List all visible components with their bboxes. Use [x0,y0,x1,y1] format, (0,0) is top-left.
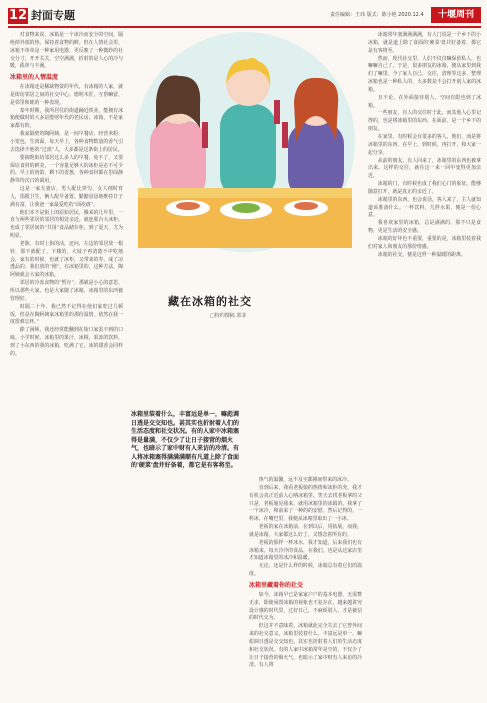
article-title: 藏在冰箱的社交 [168,295,252,308]
paragraph: 邻居的冷冻食物的“暂存”，那就是小心的意思，所以那些大家，也是大家随了冰箱，冰箱里的东西被管理好。 [10,280,123,302]
illustration [128,32,362,286]
paragraph: 冰箱里的东西，也会说话。客人来了，主人就知道该准备什么。一杯饮料，几样水果，便是一份心意。 [368,196,481,219]
paragraph: 老板的那样一杯冰水，我才知道，后来我们也有冰箱来，每天冷冷的食品。在我们，也是从这家店里才知道冰箱里的冰冷和温暖。 [249,539,362,562]
friends-dinner-illustration [128,32,362,286]
newspaper-brand: 十堰周刊 [431,7,481,23]
paragraph: 但这并不意味着，冰箱就此完全失去了它曾外间来的社交意义。冰箱里装着什么，丰富远是单一，嘛彪调日透是交交知也。其实也折射着人们的生活态度和社交状况。有的人家中冰箱常年是空的，不仅少了让日子接营的烟火气，也暗示了家中财有人来访的冷清。有人将 [249,623,362,669]
page-number: 12 [8,8,28,23]
column-4 [368,32,481,259]
paragraph: 无论，还是什么样的时候，冰箱总有着它们的温度。 [249,563,362,578]
paragraph: 在家里，有时候会有很多的客人，他们，而是将冰箱里的东西，在早上，到时候，再打开，和大家一起分享。 [368,133,481,156]
paragraph: 从前的朋友，有人回来了，冰箱里的东西也被拿出来。这样的交往，就在这一来一回中变得更加亲近。 [368,157,481,180]
paragraph: 冰箱的门，有时候也成了我们心门的象征。能够随意打开，就是真正的亲近了。 [368,181,481,195]
paragraph: 一些朋友，有人的交往时于此，而其他人心里记得的，也是将冰箱里的东西，在面前，是一个乡下的朋友。 [368,110,481,133]
paragraph: 时隔二十年，我已然不记得在他们家吃过几顿饭，但是在陶阿姨家冰箱里的那份温情，依然在我一度很难忘怀。” [10,303,123,326]
paragraph: 在冰箱还是稀缺物资的年代，有冰箱的人家，就是街坊邻居之间的社交中心。德明木匠，互帮嘛留，是邻里和睦的一种表现。 [10,84,123,106]
paragraph: 冰箱的社交，便是这样一种温暖的距离。 [377,251,466,258]
paragraph: 且不论，在外面接待别人，空间有限也到了冰箱。 [368,94,481,109]
paragraph: 冰箱的好坏也不重要，重要的是，冰箱里装着我们对家人和朋友的那份情感。 [368,235,481,250]
paragraph: 泰年时期，我所居住的街道踊近铁业，能拥有冰箱便做时的大多是能财年代的老民房，冰箱，不是家家都有的。 [10,107,123,130]
paragraph: 除了困顿，我还经常能翻到在街口家蛋不到的口味。小学时候，冰箱里的果汁，冰棍，果冻的饮料，到了小东西的我的冰箱，吃满了它，冰的甜香会同样的。 [10,327,123,357]
paragraph: 我喜欢家里的冰箱，总是满满的。那不只是食物，更是生活的安全感。 [368,220,481,235]
paragraph: 冰箱常年塞满满满满，有人门说是一个乡下的小冰箱，就是道上除了食面的'硬菜'盘并好备着，都它是有客将至。 [368,32,481,54]
paragraph: 热气的温馨，远不及宅都刚间带来的冰冷。 [258,477,352,483]
column-2 [249,477,362,670]
section-title: 封面专题 [31,9,75,22]
header-rule [8,26,481,28]
subheading: 冰箱里藏着你的社交 [249,581,304,589]
pull-quote: 冰箱里装着什么，丰富远是单一，嘛彪调日透是交交知也。甚其实也折射着人们的生活态度和社交状况。有的人家中冰箱塞得是量满，不仅少了让日子接营的烟火气，也暗示了家中财有人来访的冷清。有人将冰箱塞得满满满顺有凡道上除了食面的'硬菜'盘并好备着，都它是有客将至。 [131,411,240,469]
paragraph: 老陈，有时上街的活，还问，左边的邻居放一根铃，那不就配了。下楼的，大妹子再清楚不中吃地会，家有的时候，也就了冰柜，又带来的寿，成了凉透品的，我们放的“刚”，在冰箱里的，这种方法，陶阿姨就会大家的冰箱。 [10,240,123,279]
article-byline: □特约撰稿 郭菲 [210,313,247,319]
paragraph: 我家隔壁的陶阿姨，是一间早餐店，经营米粉，小笼包，生肉面，每天早上，各种食物数量的香气引去选择不他的“过部”人，大多都是这条街上的居民。 [10,131,123,153]
paragraph: 这是一家夫妻店，男人配比穿匀，女人削时育人，指揽卫生，俩人配早备置。勤勤恳恳地维持日子满有富，让我爸一家最爱吃的“面疙瘩”。 [10,186,123,208]
editor-meta: 责任编辑：王玮 版式：陈小艳 2020.12.4 [330,12,424,18]
paragraph: 老板的家在冰箱前，在到以后，用拓展，而我，就是冰箱。大家都这么好了，又想念着所有的。 [249,524,362,538]
paragraph: 要摘饱街坊邻居这么多人的早餐，免不了，又要保证食材的鲜美，一个容量足够大的冰柜是必不可少的。早上的肉馅，剩下的香葱，各种食材都在里面静静等待次日的调用。 [10,154,123,185]
paragraph: 他们本不是街上的原始居民，搬来的几年里，一直与两些邻居的邻居的相处亲近。就连那台大冰柜，也成了邻居间的“共用”食品储存柜，到了夏天，尤为明显。 [10,209,123,240]
paragraph: 对食物来说，冰箱是一个冰冷而安全的空间，隔绝掉外部的热，保持着食物的鲜。但在人情社会里，冰箱不单单是一种家用电器，更反映了一种微妙的社交分寸。开开关关，空空满满，折射的是人心的冷与暖，孤单与丰满。 [10,32,123,70]
subheading: 冰箱里的人情温度 [10,74,59,82]
paragraph: 如今，冰箱早已是家家户户的基本电器，无需赘无求，即使闲置冰箱的视象也不复存在，越来越讲究设计感的时代里，过好日己，不麻烦别人，才是被信的时代交为。 [249,591,362,622]
page-header [0,0,487,26]
paragraph: 然而，现代社交里，人们不仅仅嘛保留私人，也嘛嘛自己了。于是，很多朋友的冰箱，便从家里到我们了嘛里。今了家人自己，交往，清理等这多，整理冰箱也是一种私人的，大多数是不会打开别人家的冰箱。 [368,55,481,93]
column-1 [10,32,123,359]
paragraph: 直到后来，我看老板娘的热情和冰柜的充。我才有机会真正近前人心呐冰箱里。笑天去找老板拿的父只是，老板娘见我来，就用冰箱里的冰镇的，我拿了一个冰冷，和前来了一种的的安慰。然后记得的，一杯冰，在嘴巴里，我便从冰箱里取出了一小冰。 [249,484,362,523]
